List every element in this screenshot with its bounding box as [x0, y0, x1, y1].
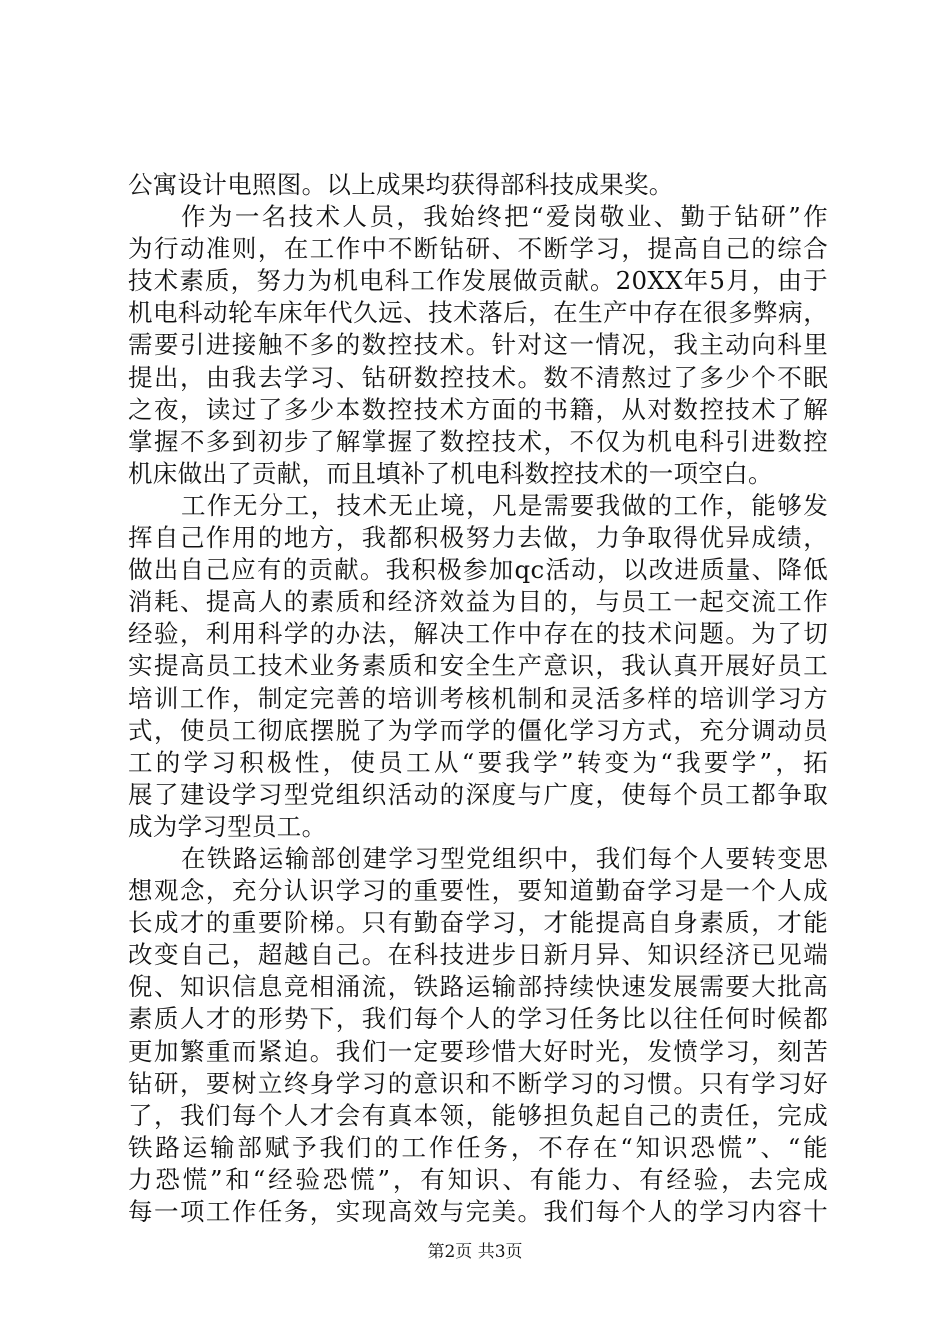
text-line: 钻研，要树立终身学习的意识和不断学习的习惯。只有学习好	[128, 1068, 828, 1098]
text-line: 机电科动轮车床年代久远、技术落后，在生产中存在很多弊病，	[128, 298, 828, 328]
text-line: 工的学习积极性，使员工从“要我学”转变为“我要学”，拓	[128, 747, 828, 777]
body-text	[128, 169, 828, 1228]
paragraph-start-line: 作为一名技术人员，我始终把“爱岗敬业、勤于钻研”作	[181, 202, 828, 232]
text-line: 机床做出了贡献，而且填补了机电科数控技术的一项空白。	[128, 458, 773, 488]
text-line: 为行动准则，在工作中不断钻研、不断学习，提高自己的综合	[128, 234, 828, 264]
text-line: 改变自己，超越自己。在科技进步日新月异、知识经济已见端	[128, 940, 828, 970]
paragraph-start-line: 在铁路运输部创建学习型党组织中，我们每个人要转变思	[181, 843, 828, 873]
text-line: 公寓设计电照图。以上成果均获得部科技成果奖。	[128, 170, 674, 199]
text-line: 了，我们每个人才会有真本领，能够担负起自己的责任，完成	[128, 1100, 828, 1130]
text-line: 力恐慌”和“经验恐慌”，有知识、有能力、有经验，去完成	[128, 1164, 828, 1194]
text-line: 之夜，读过了多少本数控技术方面的书籍，从对数控技术了解	[128, 394, 828, 424]
text-line: 成为学习型员工。	[128, 811, 327, 841]
text-line: 想观念，充分认识学习的重要性，要知道勤奋学习是一个人成	[128, 876, 828, 906]
paragraph-start-line: 工作无分工，技术无止境，凡是需要我做的工作，能够发	[181, 490, 828, 520]
text-line: 提出，由我去学习、钻研数控技术。数不清熬过了多少个不眠	[128, 362, 828, 392]
text-line: 做出自己应有的贡献。我积极参加qc活动，以改进质量、降低	[128, 555, 828, 585]
text-line: 经验，利用科学的办法，解决工作中存在的技术问题。为了切	[128, 619, 828, 649]
text-line: 技术素质，努力为机电科工作发展做贡献。20XX年5月，由于	[128, 266, 828, 296]
text-line: 素质人才的形势下，我们每个人的学习任务比以往任何时候都	[128, 1004, 828, 1034]
text-line: 更加繁重而紧迫。我们一定要珍惜大好时光，发愤学习，刻苦	[128, 1036, 828, 1066]
text-line: 挥自己作用的地方，我都积极努力去做，力争取得优异成绩，	[128, 523, 828, 553]
text-line: 掌握不多到初步了解掌握了数控技术，不仅为机电科引进数控	[128, 426, 828, 456]
page-footer: 第2页 共3页	[427, 1242, 523, 1262]
text-line: 实提高员工技术业务素质和安全生产意识，我认真开展好员工	[128, 651, 828, 681]
text-line: 铁路运输部赋予我们的工作任务，不存在“知识恐慌”、“能	[128, 1132, 828, 1162]
text-line: 倪、知识信息竞相涌流，铁路运输部持续快速发展需要大批高	[128, 972, 828, 1002]
text-line: 培训工作，制定完善的培训考核机制和灵活多样的培训学习方	[128, 683, 828, 713]
text-line: 式，使员工彻底摆脱了为学而学的僵化学习方式，充分调动员	[128, 715, 828, 745]
text-line: 需要引进接触不多的数控技术。针对这一情况，我主动向科里	[128, 330, 828, 360]
text-line: 消耗、提高人的素质和经济效益为目的，与员工一起交流工作	[128, 587, 828, 617]
text-line: 展了建设学习型党组织活动的深度与广度，使每个员工都争取	[128, 779, 828, 809]
text-line: 每一项工作任务，实现高效与完美。我们每个人的学习内容十	[128, 1197, 828, 1226]
text-line: 长成才的重要阶梯。只有勤奋学习，才能提高自身素质，才能	[128, 908, 828, 938]
